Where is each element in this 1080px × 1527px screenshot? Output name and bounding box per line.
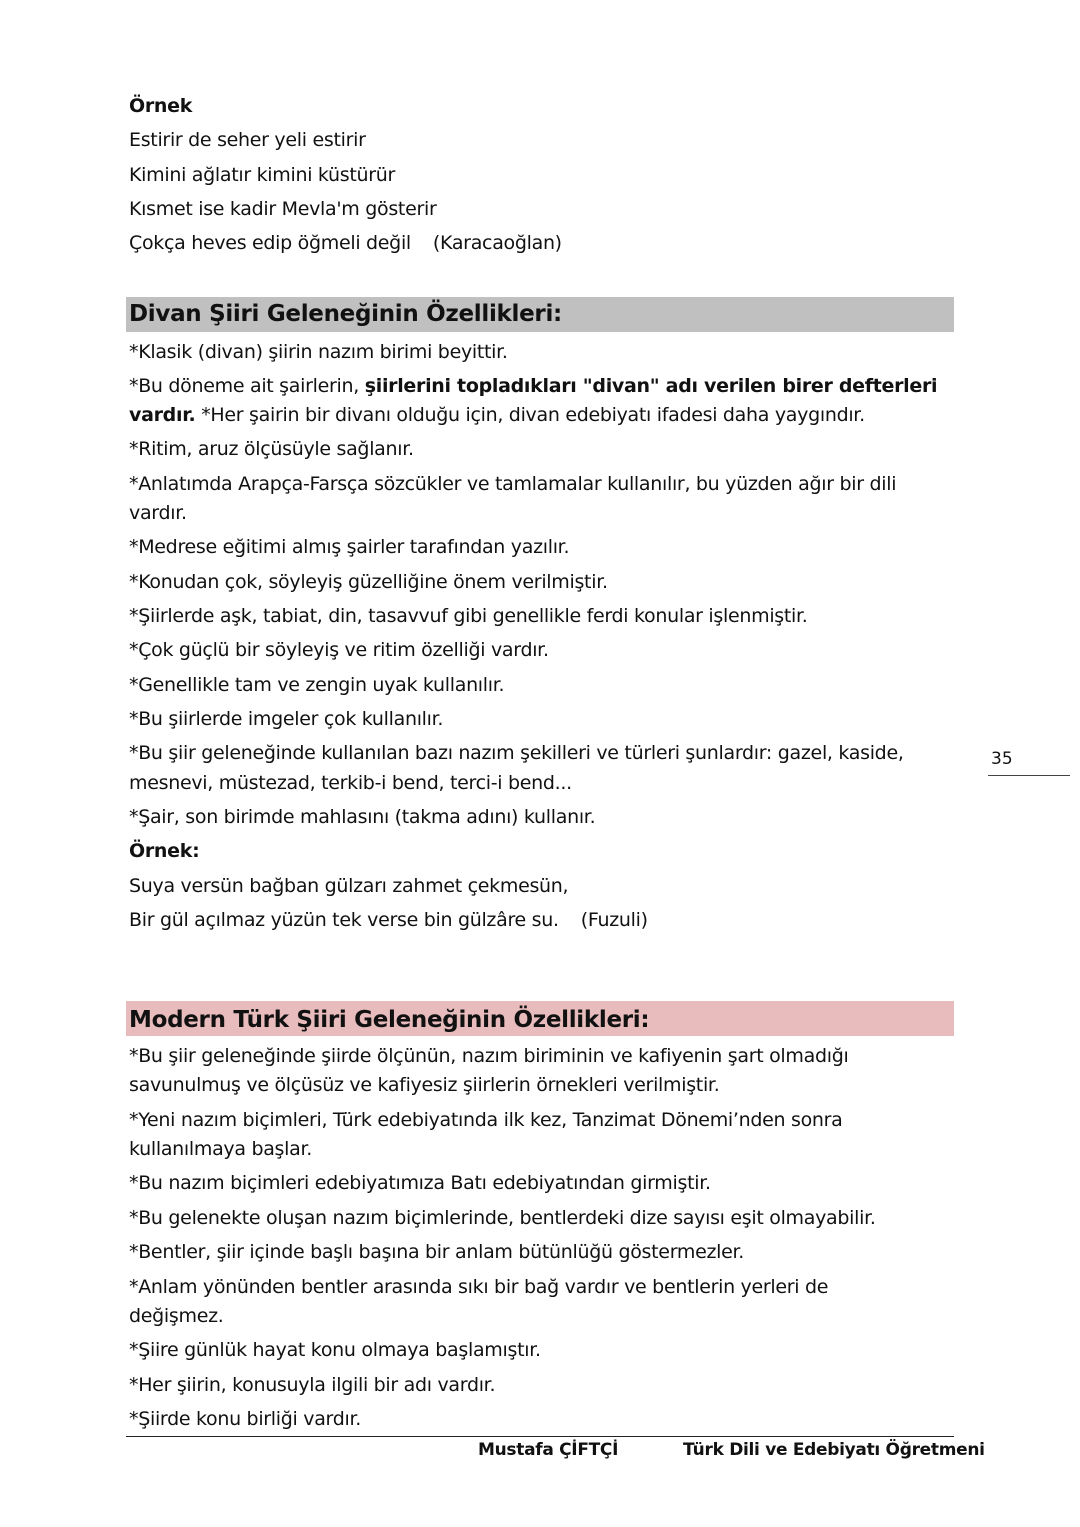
feature-item: *Medrese eğitimi almış şairler tarafından yazılır.: [129, 536, 570, 558]
poem-line: Kimini ağlatır kimini küstürür: [129, 164, 396, 186]
feature-item: *Bentler, şiir içinde başlı başına bir anlam bütünlüğü göstermezler.: [129, 1241, 745, 1263]
feature-item: *Şiire günlük hayat konu olmaya başlamıştır.: [129, 1339, 541, 1361]
poem-line: Suya versün bağban gülzarı zahmet çekmesün,: [129, 875, 569, 897]
feature-item: *Klasik (divan) şiirin nazım birimi beyittir.: [129, 341, 508, 363]
feature-item-continued: değişmez.: [129, 1305, 224, 1327]
feature-item: *Şiirlerde aşk, tabiat, din, tasavvuf gibi genellikle ferdi konular işlenmiştir.: [129, 605, 808, 627]
footer-rule: [126, 1436, 954, 1437]
example-label: Örnek:: [129, 840, 200, 862]
feature-item: *Şair, son birimde mahlasını (takma adını) kullanır.: [129, 806, 596, 828]
feature-item: *Bu gelenekte oluşan nazım biçimlerinde, bentlerdeki dize sayısı eşit olmayabilir.: [129, 1207, 876, 1229]
feature-item: *Bu şiir geleneğinde kullanılan bazı nazım şekilleri ve türleri şunlardır: gazel, kaside,: [129, 742, 904, 764]
feature-emphasis: vardır.: [129, 404, 196, 426]
feature-item: [129, 403, 865, 427]
feature-item-continued: kullanılmaya başlar.: [129, 1138, 312, 1160]
feature-item: *Konudan çok, söyleyiş güzelliğine önem verilmiştir.: [129, 571, 608, 593]
page-number-rule: [988, 775, 1070, 776]
feature-item: *Ritim, aruz ölçüsüyle sağlanır.: [129, 438, 414, 460]
feature-text: *Her şairin bir divanı olduğu için, divan edebiyatı ifadesi daha yaygındır.: [201, 404, 865, 426]
feature-item: [129, 374, 937, 398]
feature-item: *Şiirde konu birliği vardır.: [129, 1408, 361, 1430]
feature-item-continued: savunulmuş ve ölçüsüz ve kafiyesiz şiirlerin örnekleri verilmiştir.: [129, 1074, 720, 1096]
footer-title: Türk Dili ve Edebiyatı Öğretmeni: [683, 1440, 985, 1460]
poem-line: Estirir de seher yeli estirir: [129, 129, 366, 151]
poem-line-with-author: [129, 231, 562, 255]
poem-line: Çokça heves edip öğmeli değil: [129, 232, 411, 254]
feature-item: *Bu nazım biçimleri edebiyatımıza Batı edebiyatından girmiştir.: [129, 1172, 711, 1194]
modern-heading: Modern Türk Şiiri Geleneğinin Özellikleri:: [129, 1007, 650, 1033]
feature-item: *Genellikle tam ve zengin uyak kullanılır.: [129, 674, 505, 696]
feature-item: *Anlam yönünden bentler arasında sıkı bir bağ vardır ve bentlerin yerleri de: [129, 1276, 829, 1298]
feature-text: *Bu döneme ait şairlerin,: [129, 375, 359, 397]
footer-author: Mustafa ÇİFTÇİ: [478, 1440, 619, 1460]
page-number: 35: [991, 749, 1013, 769]
poem-author: (Fuzuli): [580, 909, 648, 931]
poem-line: Bir gül açılmaz yüzün tek verse bin gülzâre su.: [129, 909, 559, 931]
feature-item: *Her şiirin, konusuyla ilgili bir adı vardır.: [129, 1374, 496, 1396]
feature-item: *Yeni nazım biçimleri, Türk edebiyatında ilk kez, Tanzimat Dönemi’nden sonra: [129, 1109, 843, 1131]
divan-heading: Divan Şiiri Geleneğinin Özellikleri:: [129, 301, 562, 327]
feature-item: *Bu şiirlerde imgeler çok kullanılır.: [129, 708, 444, 730]
feature-emphasis: şiirlerini topladıkları "divan" adı verilen birer defterleri: [364, 375, 938, 397]
feature-item: *Bu şiir geleneğinde şiirde ölçünün, nazım biriminin ve kafiyenin şart olmadığı: [129, 1045, 849, 1067]
feature-item: *Çok güçlü bir söyleyiş ve ritim özelliği vardır.: [129, 639, 549, 661]
poem-author: (Karacaoğlan): [432, 232, 562, 254]
poem-line: Kısmet ise kadir Mevla'm gösterir: [129, 198, 437, 220]
feature-item: *Anlatımda Arapça-Farsça sözcükler ve tamlamalar kullanılır, bu yüzden ağır bir dili: [129, 473, 897, 495]
poem-line-with-author: [129, 908, 648, 932]
feature-item-continued: vardır.: [129, 502, 187, 524]
feature-item-continued: mesnevi, müstezad, terkib-i bend, terci-i bend...: [129, 772, 572, 794]
example-label: Örnek: [129, 95, 193, 117]
